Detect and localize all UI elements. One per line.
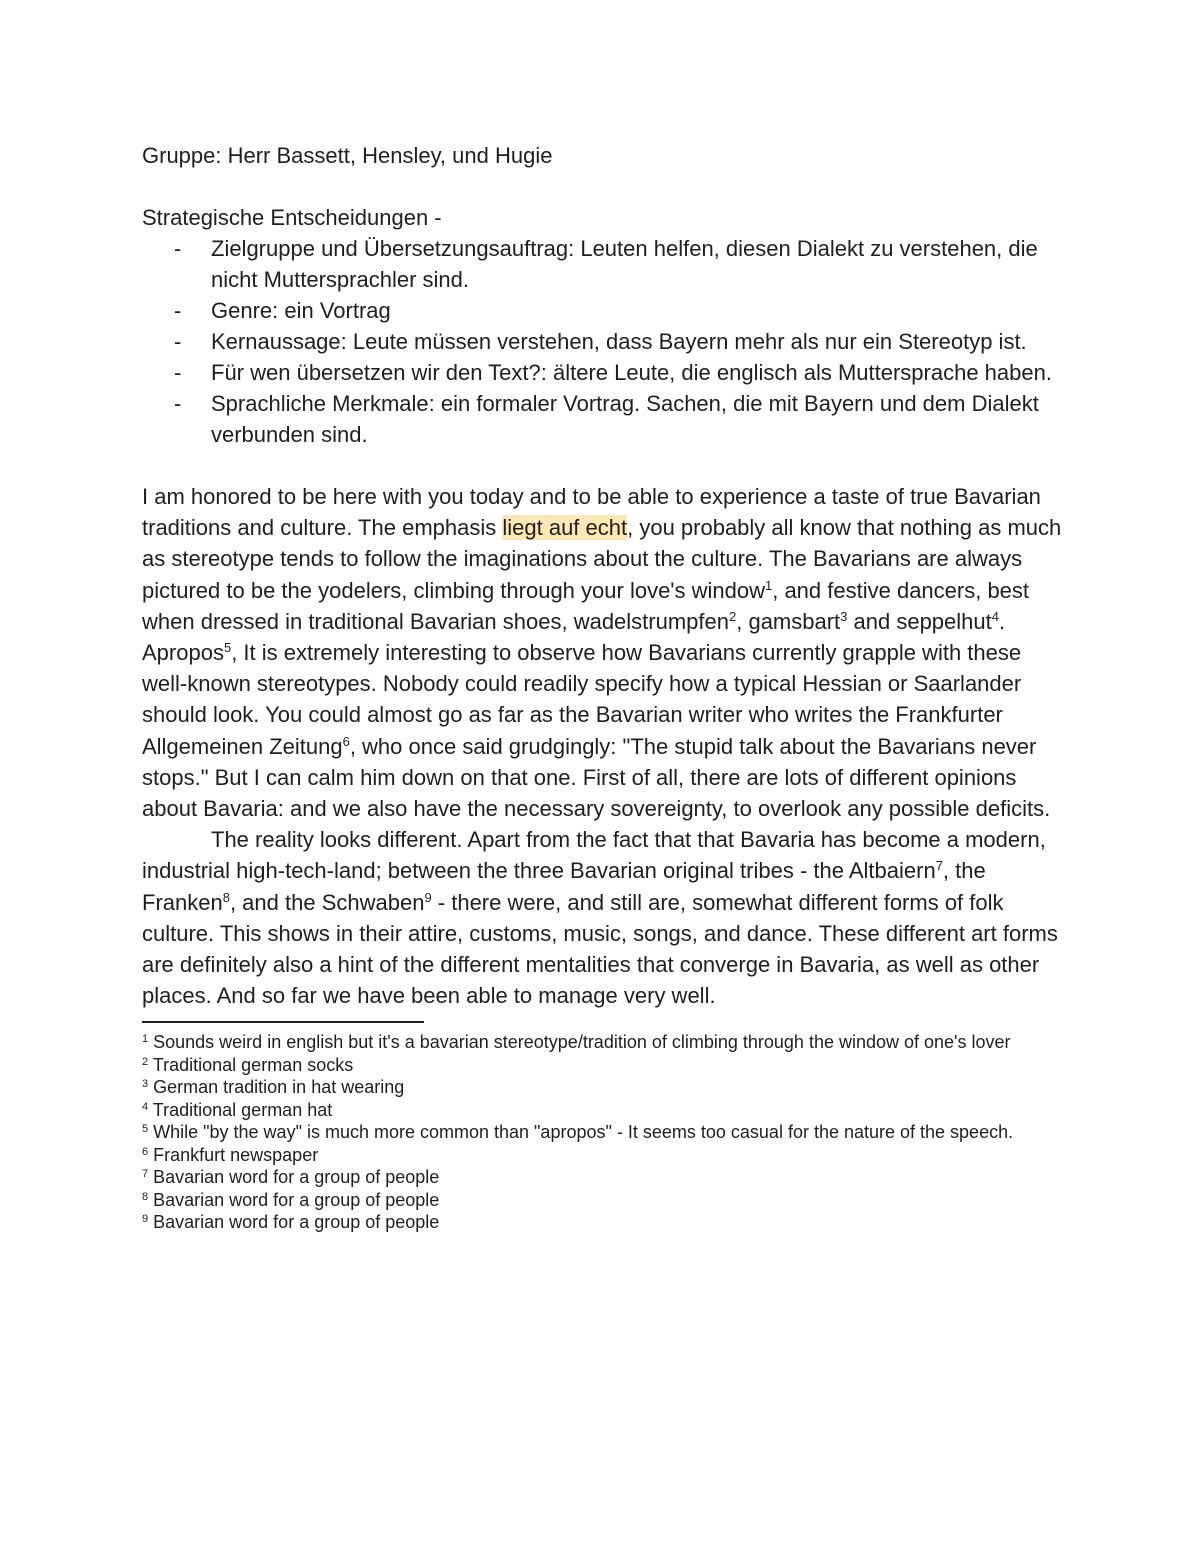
footnote-item — [142, 1211, 1062, 1234]
footnote-text: Bavarian word for a group of people — [148, 1212, 440, 1233]
footnote-number: 4 — [142, 1100, 149, 1113]
footnote-ref-6[interactable]: 6 — [342, 733, 350, 749]
dash-marker: - — [174, 329, 182, 354]
section-title: Strategische Entscheidungen - — [142, 205, 442, 230]
dash-marker: - — [174, 236, 182, 261]
footnote-text: Bavarian word for a group of people — [148, 1167, 440, 1188]
text-run: , the Franken — [142, 858, 986, 915]
footnote-ref-7[interactable]: 7 — [935, 858, 943, 874]
dash-marker: - — [174, 360, 182, 385]
list-item — [142, 326, 1062, 357]
footnote-number: 5 — [142, 1123, 149, 1136]
footnote-text: Sounds weird in english but it's a bavarian stereotype/tradition of climbing through the window of one's lover — [148, 1032, 1011, 1053]
speech-body — [142, 481, 1062, 1011]
footnote-ref-4[interactable]: 4 — [991, 608, 999, 624]
footnote-text: Bavarian word for a group of people — [148, 1189, 440, 1210]
footnote-text: Traditional german hat — [148, 1099, 333, 1120]
list-item-text: Für wen übersetzen wir den Text?: ältere Leute, die englisch als Muttersprache haben. — [211, 360, 1052, 385]
footnote-item — [142, 1121, 1062, 1144]
dash-marker: - — [174, 391, 182, 416]
list-item-text: Sprachliche Merkmale: ein formaler Vortrag. Sachen, die mit Bayern und dem Dialekt verbunden sind. — [211, 391, 1039, 447]
document-page — [142, 140, 1062, 1234]
footnote-item — [142, 1076, 1062, 1099]
group-heading: Gruppe: Herr Bassett, Hensley, und Hugie — [142, 143, 553, 168]
list-item-text: Genre: ein Vortrag — [211, 298, 391, 323]
footnote-number: 8 — [142, 1190, 149, 1203]
footnote-item — [142, 1031, 1062, 1054]
footnote-number: 9 — [142, 1213, 149, 1226]
list-item — [142, 295, 1062, 326]
text-run: , and festive dancers, best when dressed in traditional Bavarian shoes, wadelstrumpfen — [142, 577, 1030, 634]
footnote-item — [142, 1166, 1062, 1189]
footnote-ref-1[interactable]: 1 — [764, 577, 773, 593]
footnote-text: German tradition in hat wearing — [148, 1077, 405, 1098]
footnote-ref-5[interactable]: 5 — [223, 640, 232, 656]
text-run: . Apropos — [142, 608, 1006, 666]
text-run: The reality looks different. Apart from the fact that that Bavaria has become a modern, industrial high-tech-land; between the three Bavarian original tribes - the Altbaiern — [142, 827, 1046, 884]
highlighted-text[interactable]: liegt auf echt — [502, 515, 628, 541]
list-item-text: Zielgruppe und Übersetzungsauftrag: Leuten helfen, diesen Dialekt zu verstehen, die nicht Muttersprachler sind. — [211, 236, 1038, 292]
footnote-text: Traditional german socks — [148, 1054, 354, 1075]
footnote-number: 3 — [142, 1078, 149, 1091]
footnote-ref-2[interactable]: 2 — [729, 608, 737, 624]
footnote-divider — [142, 1021, 424, 1023]
footnote-number: 6 — [142, 1145, 149, 1158]
footnotes — [142, 1031, 1062, 1234]
text-run: , gamsbart — [736, 608, 841, 634]
text-run: , you probably all know that nothing as much as stereotype tends to follow the imaginations about the culture. The Bavarians are always pictured to be the yodelers, climbing through your love's window — [142, 515, 1062, 603]
strategy-list — [142, 233, 1062, 450]
footnote-ref-8[interactable]: 8 — [222, 889, 230, 905]
footnote-number: 2 — [142, 1055, 149, 1068]
footnote-item — [142, 1099, 1062, 1122]
text-run: - there were, and still are, somewhat different forms of folk culture. This shows in their attire, customs, music, songs, and dance. These different art forms are definitely also a hint of the different mentalities that converge in Bavaria, as well as other places. And so far we have been able to manage very well. — [142, 889, 1058, 1009]
list-item — [142, 388, 1062, 450]
text-run: , who once said grudgingly: "The stupid talk about the Bavarians never stops." But I can calm him down on that one. First of all, there are lots of different opinions about Bavaria: and we also have the necessary sovereignty, to overlook any possible deficits. — [142, 733, 1051, 822]
footnote-ref-9[interactable]: 9 — [424, 889, 432, 905]
text-run: , and the Schwaben — [229, 889, 425, 915]
footnote-item — [142, 1054, 1062, 1077]
text-run: and seppelhut — [847, 608, 992, 634]
text-run: , It is extremely interesting to observe how Bavarians currently grapple with these well-known stereotypes. Nobody could readily specify how a typical Hessian or Saarlander should look. You could almost go as far as the Bavarian writer who writes the Frankfurter Allgemeinen Zeitung — [142, 640, 1022, 759]
footnote-number: 7 — [142, 1168, 149, 1181]
list-item — [142, 233, 1062, 295]
paragraph-1 — [142, 481, 1062, 824]
paragraph-2 — [142, 824, 1062, 1011]
footnote-ref-3[interactable]: 3 — [840, 608, 848, 624]
text-run: I am honored to be here with you today and to be able to experience a taste of true Bavarian traditions and culture. The emphasis — [142, 484, 1041, 541]
footnote-text: While "by the way" is much more common than "apropos" - It seems too casual for the nature of the speech. — [148, 1122, 1014, 1143]
footnote-text: Frankfurt newspaper — [148, 1144, 319, 1165]
list-item — [142, 357, 1062, 388]
footnote-item — [142, 1144, 1062, 1167]
footnote-item — [142, 1189, 1062, 1212]
dash-marker: - — [174, 298, 182, 323]
footnote-number: 1 — [142, 1033, 149, 1046]
list-item-text: Kernaussage: Leute müssen verstehen, dass Bayern mehr als nur ein Stereotyp ist. — [211, 329, 1027, 354]
